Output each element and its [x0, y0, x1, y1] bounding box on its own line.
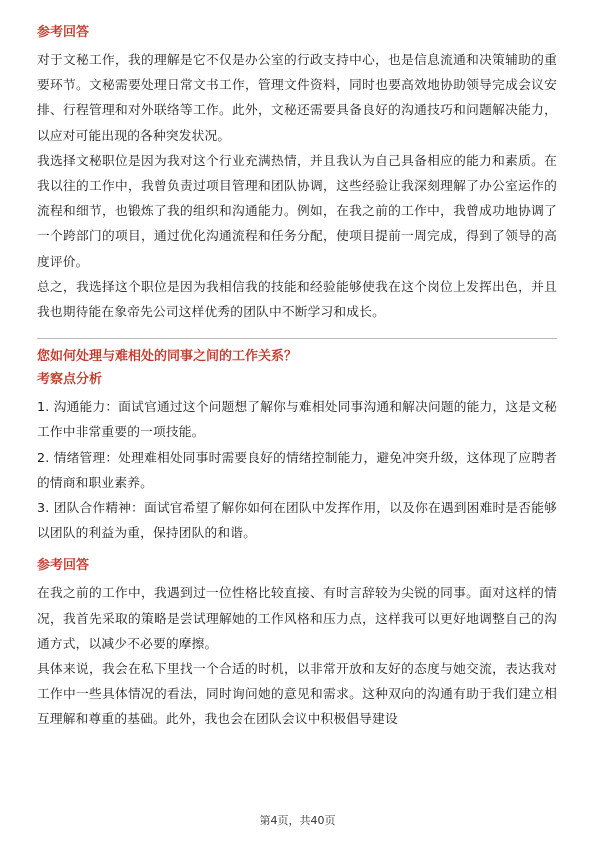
analysis-item: 1. 沟通能力：面试官通过这个问题想了解你与难相处同事沟通和解决问题的能力，这是文秘工作中非常重要的一项技能。 — [37, 399, 557, 440]
page-number: 第4页，共40页 — [259, 814, 336, 827]
analysis-heading: 考察点分析 — [37, 372, 103, 388]
spacer — [37, 545, 557, 555]
reference-answer-heading: 参考回答 — [37, 558, 90, 574]
answer-paragraph: 我选择文秘职位是因为我对这个行业充满热情，并且我认为自己具备相应的能力和素质。在我以往的工作中，我曾负责过项目管理和团队协调，这些经验让我深刻理解了办公室运作的流程和细节，也锻炼了我的组织和沟通能力。例如，在我之前的工作中，我曾成功地协调了一个跨部门的项目，通过优化沟通流程和任务分配，使项目提前一周完成，得到了领导的高度评价。 — [37, 152, 557, 269]
section-divider — [37, 338, 557, 339]
analysis-item: 3. 团队合作精神：面试官希望了解你如何在团队中发挥作用，以及你在遇到困难时是否能够以团队的利益为重，保持团队的和谐。 — [37, 500, 557, 541]
answer-paragraph: 总之，我选择这个职位是因为我相信我的技能和经验能够使我在这个岗位上发挥出色，并且我也期待能在象帝先公司这样优秀的团队中不断学习和成长。 — [37, 278, 557, 320]
question-heading: 您如何处理与难相处的同事之间的工作关系？ — [37, 349, 298, 365]
analysis-item: 2. 情绪管理：处理难相处同事时需要良好的情绪控制能力，避免冲突升级，这体现了应聘者的情商和职业素养。 — [37, 449, 557, 490]
answer-paragraph: 对于文秘工作，我的理解是它不仅是办公室的行政支持中心，也是信息流通和决策辅助的重要环节。文秘需要处理日常文书工作，管理文件资料，同时也要高效地协助领导完成会议安排、行程管理和对外联络等工作。此外，文秘还需要具备良好的沟通技巧和问题解决能力，以应对可能出现的各种突发状况。 — [37, 52, 557, 143]
answer-paragraph: 具体来说，我会在私下里找一个合适的时机，以非常开放和友好的态度与她交流，表达我对工作中一些具体情况的看法，同时询问她的意见和需求。这种双向的沟通有助于我们建立相互理解和尊重的基础。此外，我也会在团队会议中积极倡导建设 — [37, 661, 557, 727]
page-content — [37, 22, 557, 732]
answer-paragraph: 在我之前的工作中，我遇到过一位性格比较直接、有时言辞较为尖锐的同事。面对这样的情况，我首先采取的策略是尝试理解她的工作风格和压力点，这样我可以更好地调整自己的沟通方式，以减少不必要的摩擦。 — [37, 585, 557, 651]
reference-answer-heading: 参考回答 — [37, 25, 90, 40]
